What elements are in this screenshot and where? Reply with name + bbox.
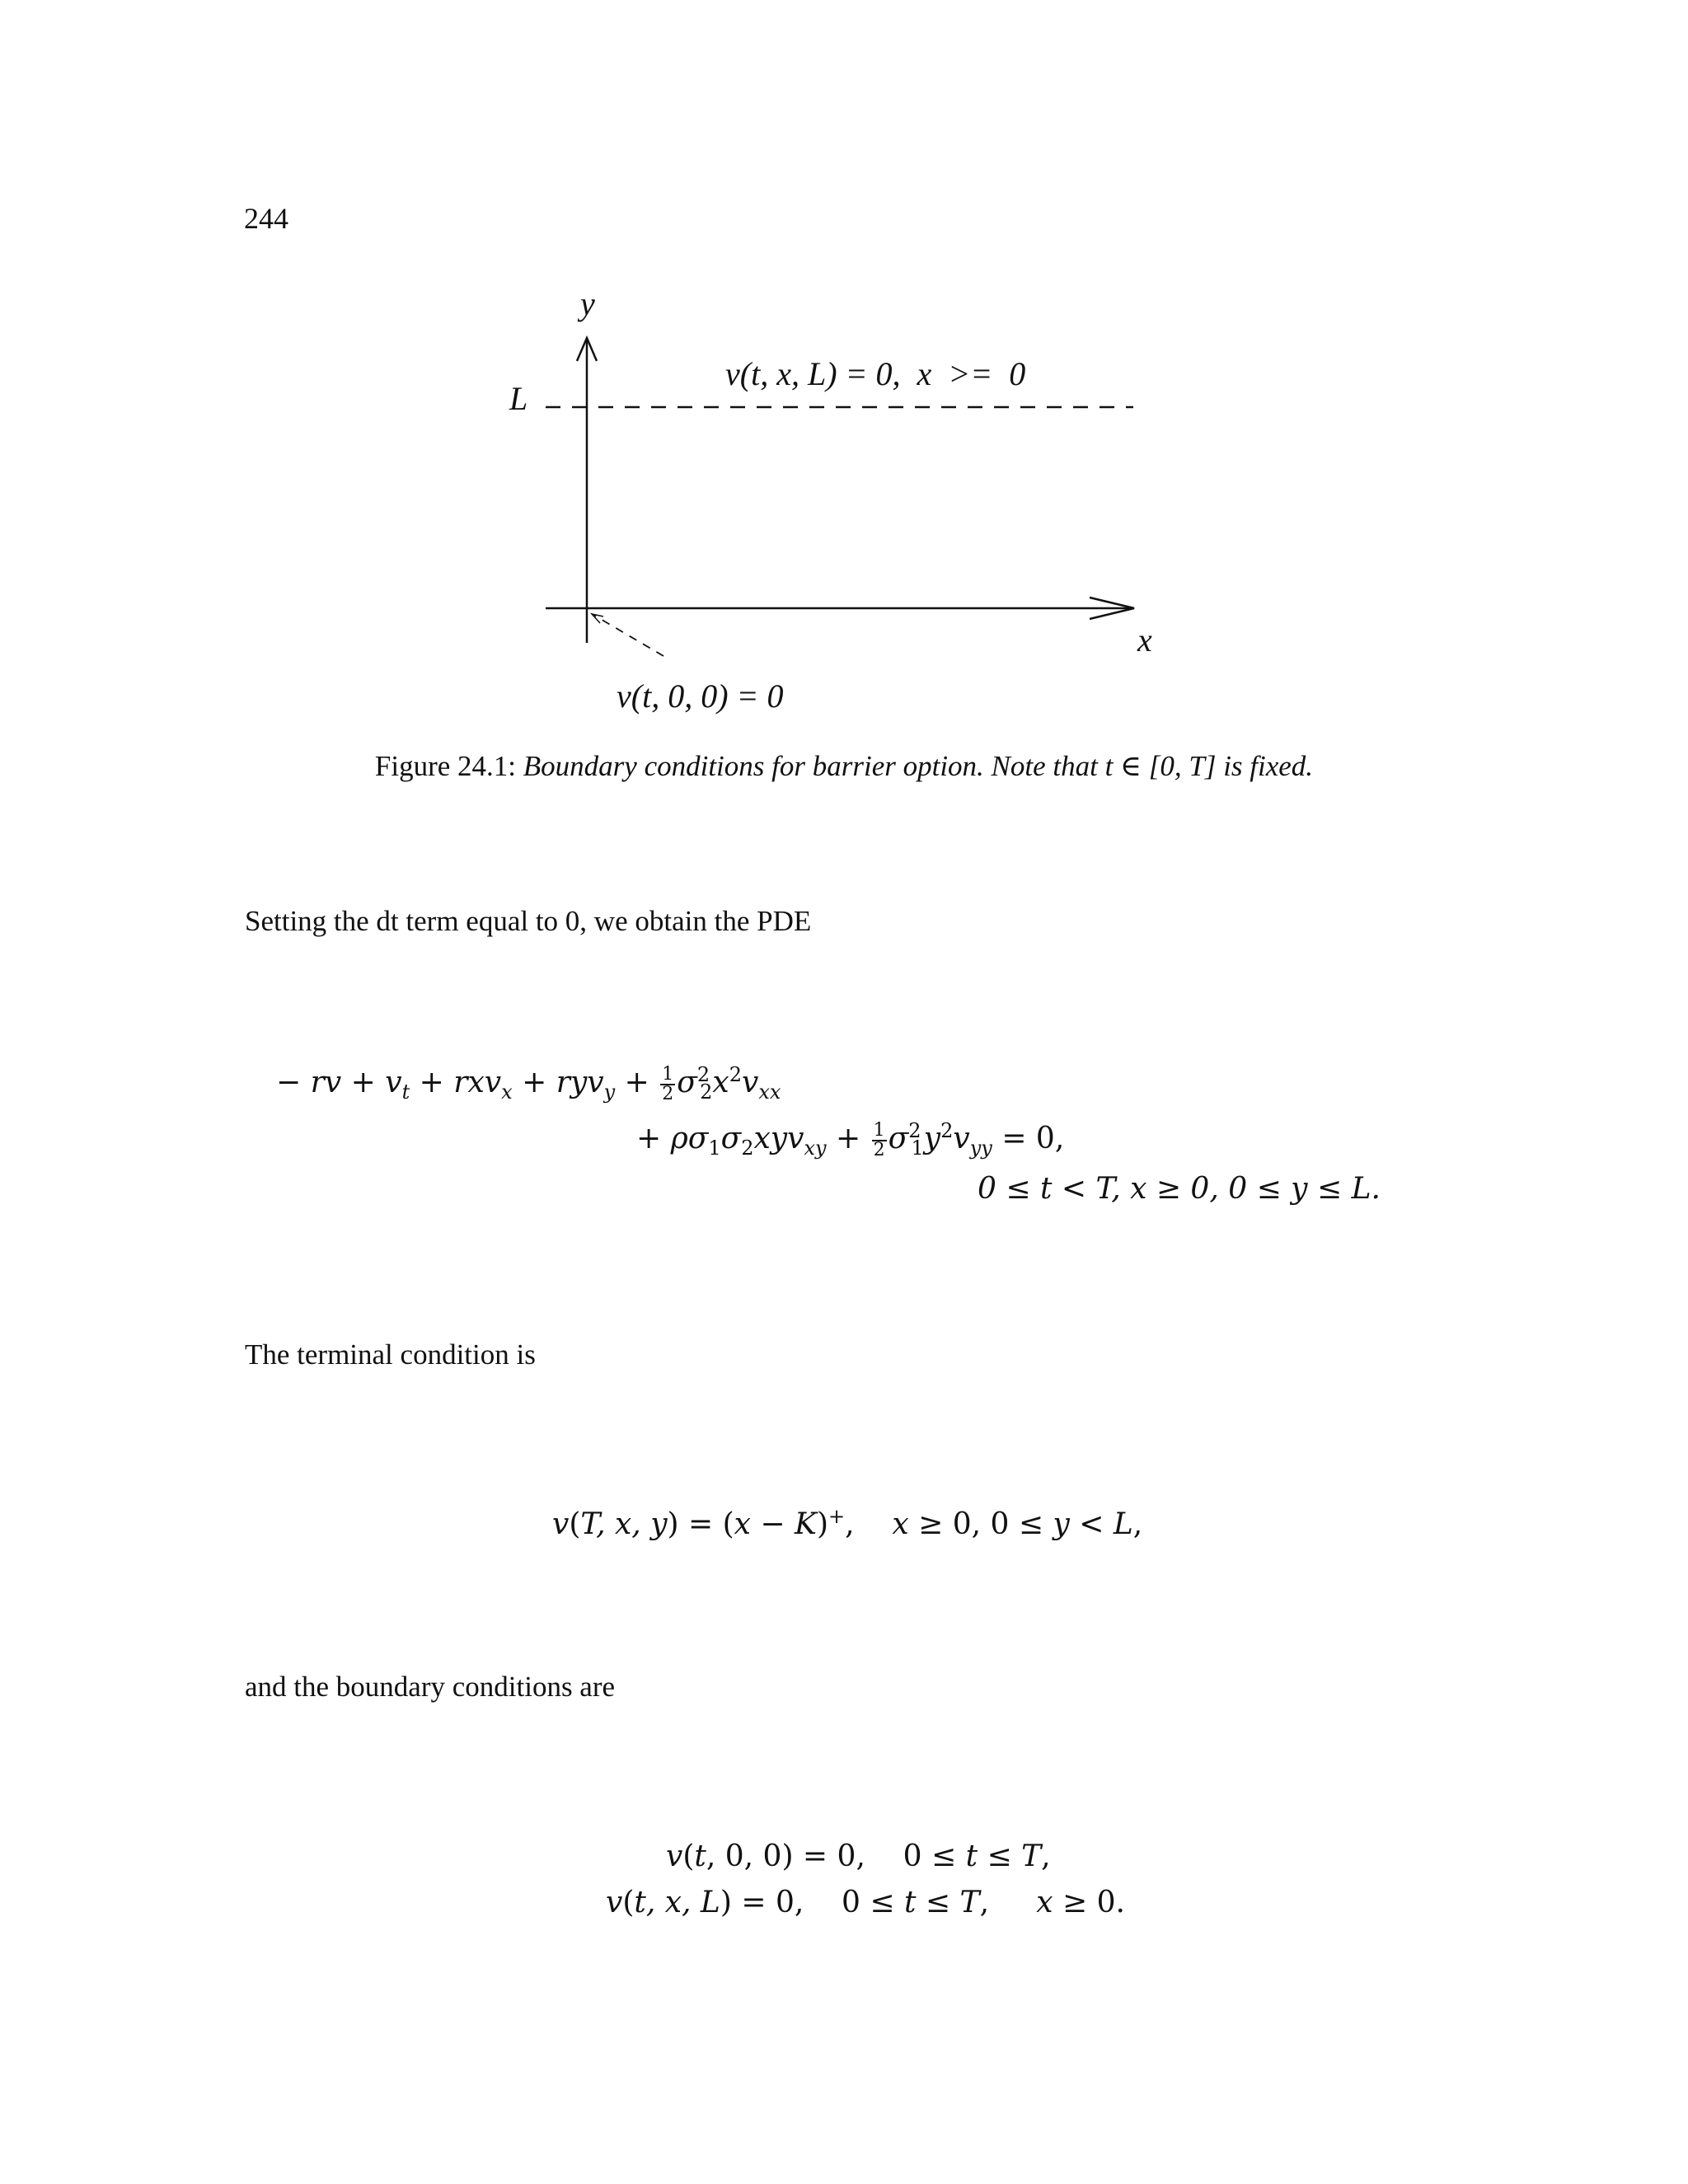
origin-condition-label: v(t, 0, 0) = 0 <box>617 677 784 715</box>
boundary-condition-2: v(t, x, L) = 0, 0 ≤ t ≤ T, x ≥ 0. <box>606 1886 1125 1919</box>
figure-caption-prefix: Figure 24.1: <box>374 750 517 782</box>
top-condition-label: v(t, x, L) = 0, x >= 0 <box>725 355 1026 392</box>
origin-pointer <box>593 615 663 656</box>
boundary-intro-text: and the boundary conditions are <box>245 1671 616 1703</box>
terminal-intro-text: The terminal condition is <box>245 1338 536 1371</box>
pde-domain: 0 ≤ t < T, x ≥ 0, 0 ≤ y ≤ L. <box>978 1172 1381 1206</box>
boundary-diagram <box>495 280 1203 725</box>
pde-line-1: − rv + $v_t + rxv_x + ryv_y$ + $\frac{1}{2}$ $\sigma^2_2x^2v_{xx}$ <box>276 1063 781 1104</box>
y-axis-label: y <box>580 285 595 322</box>
pde-line-2: + $\rho\sigma_1\sigma_2xyv_{xy}$ + $\frac{1}{2}$ $\sigma^2_1y^2v_{yy} = 0$, <box>636 1119 1065 1160</box>
pde-intro-text: Setting the dt term equal to 0, we obtain the PDE <box>245 905 812 937</box>
page-number: 244 <box>244 202 288 235</box>
barrier-label: L <box>509 380 528 417</box>
terminal-condition: v(T, x, y) = (x − K)+, x ≥ 0, 0 ≤ y < L, <box>552 1505 1143 1541</box>
boundary-condition-1: v(t, 0, 0) = 0, 0 ≤ t ≤ T, <box>666 1840 1051 1873</box>
figure-caption <box>0 750 1688 783</box>
figure-caption-text: Boundary conditions for barrier option. Note that t ∈ [0, T] is fixed. <box>523 750 1314 782</box>
origin-pointer-arrowhead <box>592 614 603 623</box>
x-axis-label: x <box>1137 621 1152 658</box>
